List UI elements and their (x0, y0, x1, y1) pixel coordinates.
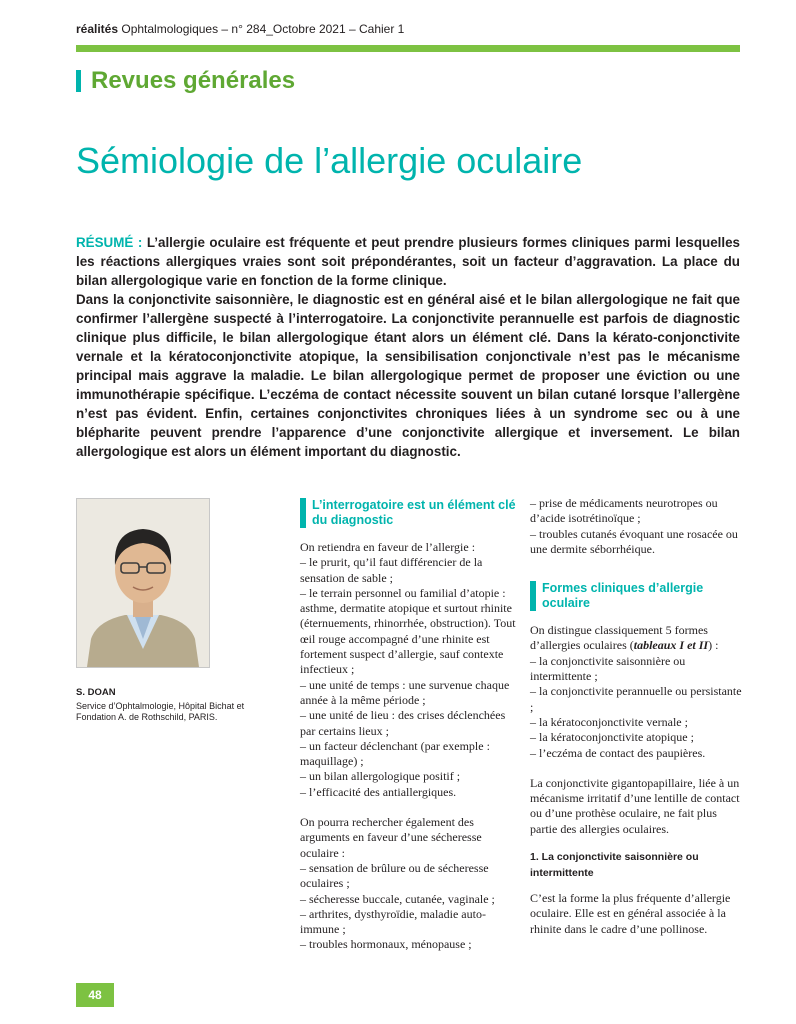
list-item: – l’eczéma de contact des paupières. (530, 745, 706, 760)
list-item: – la conjonctivite perannuelle ou persistante ; (530, 684, 742, 714)
list-item: – le prurit, qu’il faut différencier de la sensation de sable ; (300, 555, 483, 585)
abstract-paragraph-1 (76, 233, 740, 290)
list-item: – la kératoconjonctivite atopique ; (530, 730, 694, 745)
tables-reference: tableaux I et II (633, 638, 709, 653)
header-rule (76, 45, 740, 52)
list-item: – un bilan allergologique positif ; (300, 769, 461, 784)
col2-intro-end: ) : (708, 638, 719, 653)
subsection-title: 1. La conjonctivite saisonnière ou intermittente (530, 851, 699, 880)
subheading-formes-cliniques (530, 581, 746, 611)
author-affiliation: Service d’Ophtalmologie, Hôpital Bichat et Fondation A. de Rothschild, PARIS. (76, 700, 245, 722)
list-item: – sécheresse buccale, cutanée, vaginale ; (300, 891, 495, 906)
gpc-paragraph: La conjonctivite gigantopapillaire, liée à un mécanisme irritatif d’une lentille de contact ou d’une prothèse oculaire, ne fait plus partie des allergies oculaires. (530, 775, 740, 836)
article-title: Sémiologie de l’allergie oculaire (76, 140, 583, 181)
list-item: – troubles hormonaux, ménopause ; (300, 937, 472, 952)
list-item: – une unité de lieu : des crises déclenchées par certains lieux ; (300, 708, 506, 738)
issue-info: Ophtalmologiques – n° 284_Octobre 2021 – Cahier 1 (118, 22, 405, 36)
abstract-paragraph-2: Dans la conjonctivite saisonnière, le diagnostic est en général aisé et le bilan allergologique ne fait que confirmer l’allergène suspecté à l’interrogatoire. La conjonctivite perannuelle est parfois de diagnostic clinique plus difficile, le bilan allergologique étant alors un élément clé. Dans la kérato-conjonctivite vernale et la kératoconjonctivite atopique, la sensibilisation conjonctivale n’est pas le mécanisme principal mais aggrave la maladie. Le bilan allergologique permet de proposer une éviction ou une immunothérapie spécifique. L’eczéma de contact nécessite souvent un bilan cutané lorsque l’allergène n’est pas évident. Enfin, certaines conjonctivites chroniques liées à un syndrome sec ou à une blépharite peuvent prendre l’apparence d’une conjonctivite allergique et inversement. Le bilan allergologique est alors un élément important du diagnostic. (76, 292, 740, 459)
list-item: – troubles cutanés évoquant une rosacée ou une dermite séborrhéique. (530, 526, 738, 556)
abstract (76, 233, 740, 461)
list-item: – un facteur déclenchant (par exemple : maquillage) ; (300, 738, 490, 769)
section-marker (76, 70, 81, 92)
col1-intro-2: On pourra rechercher également des arguments en faveur d’une sécheresse oculaire : (300, 815, 482, 860)
list-item: – la conjonctivite saisonnière ou intermittente ; (530, 653, 686, 684)
list-item: – le terrain personnel ou familial d’atopie : asthme, dermatite atopique et surtout rhinite (éternuements, rhinorrhée, obstruction). Tout œil rouge accompagné d’une rhinite est fortement suspect d’allergie, sauf contexte infectieux ; (300, 585, 516, 677)
subheading-text: L’interrogatoire est un élément clé du diagnostic (312, 498, 516, 527)
col1-intro: On retiendra en faveur de l’allergie : (300, 540, 476, 554)
column-2 (530, 496, 746, 937)
subsection-text: C’est la forme la plus fréquente d’allergie oculaire. Elle est en général associée à la rhinite dans le cadre d’une pollinose. (530, 891, 731, 936)
list-item: – arthrites, dysthyroïdie, maladie auto-immune ; (300, 906, 486, 937)
abstract-label: RÉSUMÉ : (76, 235, 143, 250)
subheading-marker (530, 581, 536, 611)
journal-name: réalités (76, 22, 119, 36)
list-item: – la kératoconjonctivite vernale ; (530, 714, 688, 729)
subheading-interrogatoire (300, 498, 516, 528)
col2-intro (530, 623, 746, 654)
subheading-marker (300, 498, 306, 528)
column-1 (300, 498, 516, 953)
col2-intro-text: On distingue classiquement 5 formes d’allergies oculaires ( (530, 623, 708, 653)
author-portrait-illustration (77, 499, 209, 667)
list-item: – sensation de brûlure ou de sécheresse oculaires ; (300, 860, 489, 891)
section-label: Revues générales (91, 67, 296, 94)
list-item: – prise de médicaments neurotropes ou d’acide isotrétinoïque ; (530, 496, 718, 526)
list-item: – une unité de temps : une survenue chaque année à la même période ; (300, 677, 510, 707)
author-name: S. DOAN (76, 687, 116, 698)
subheading-text: Formes cliniques d’allergie oculaire (542, 581, 704, 611)
list-item: – l’efficacité des antiallergiques. (300, 784, 457, 799)
author-photo (76, 498, 210, 668)
section-tag (76, 66, 295, 96)
journal-header (76, 22, 404, 36)
author-block (76, 687, 266, 724)
abstract-text-1: L’allergie oculaire est fréquente et peut prendre plusieurs formes cliniques parmi lesquelles les réactions allergiques vraies sont soit prépondérantes, soit un facteur d’aggravation. La place du bilan allergologique varie en fonction de la forme clinique. (76, 235, 740, 288)
page-number: 48 (76, 983, 114, 1007)
